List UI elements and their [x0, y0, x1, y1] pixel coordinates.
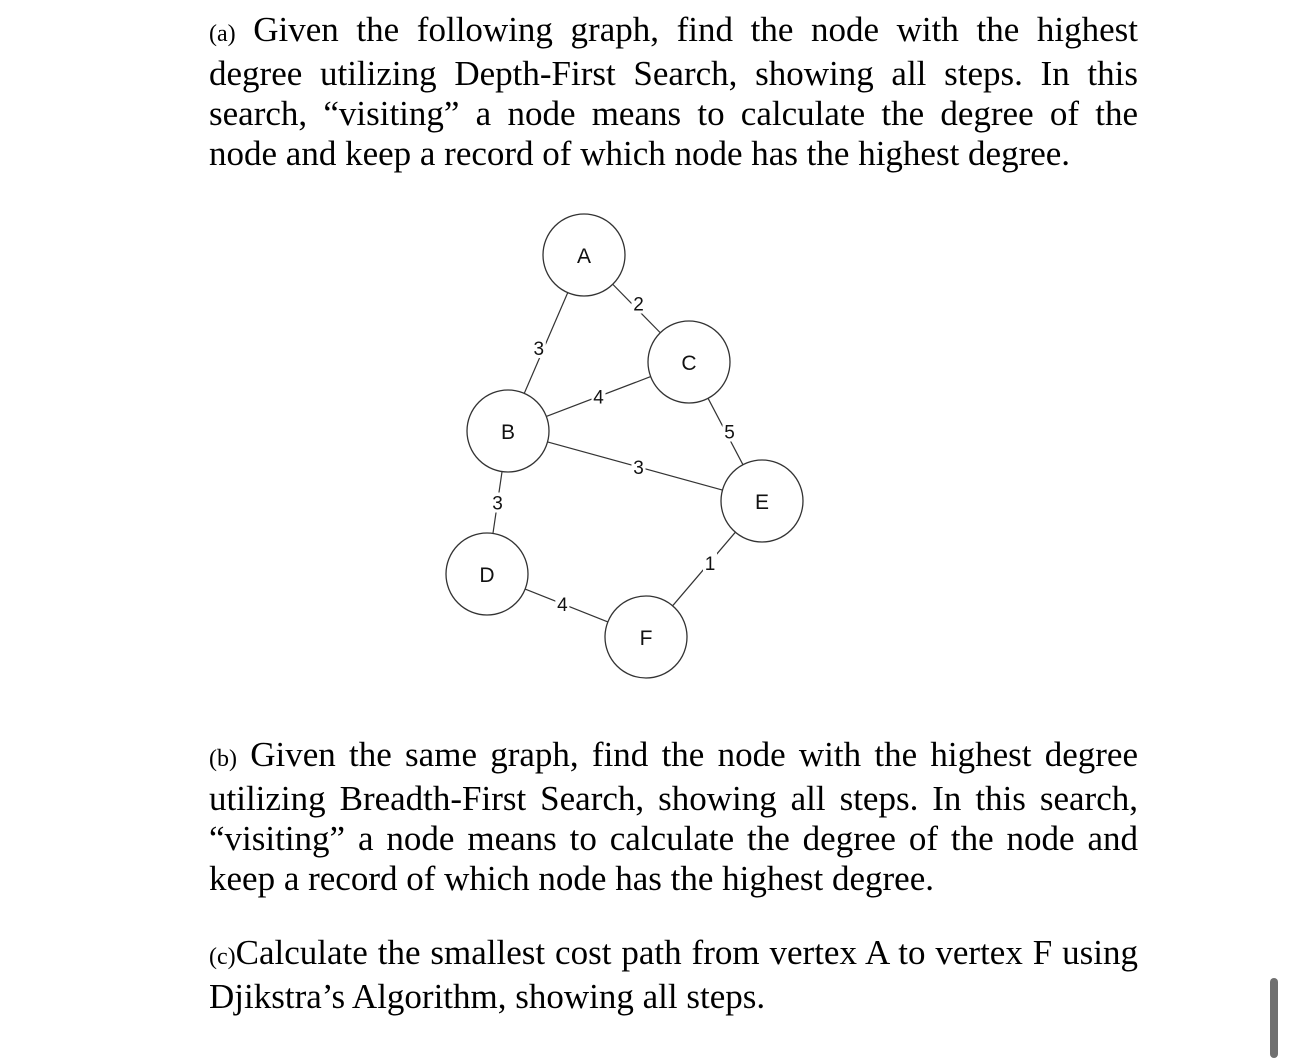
question-part-a — [209, 10, 1138, 174]
edge-weight-c-e: 5 — [724, 422, 735, 444]
question-part-b — [209, 735, 1138, 899]
node-label: E — [754, 491, 770, 514]
node-a — [543, 214, 625, 296]
node-label: F — [639, 627, 653, 650]
scrollbar-thumb[interactable] — [1270, 978, 1278, 1058]
node-label: B — [500, 421, 516, 444]
node-e — [721, 460, 803, 542]
edge-weight-e-f: 1 — [704, 554, 716, 575]
part-b-text: Given the same graph, find the node with the highest degree utilizing Breadth-First Search, showing all steps. In this search, “visiting” a node means to calculate the degree of the node and keep a record of which node has the highest degree. — [209, 735, 1139, 898]
edge-weight-a-f: 2 — [633, 294, 644, 316]
part-b-tag: (b) — [209, 746, 237, 772]
node-label: A — [576, 245, 592, 268]
edge-a-b — [524, 293, 567, 394]
question-part-c — [209, 933, 1138, 1017]
part-a-tag: (a) — [209, 21, 236, 47]
edge-weight-b-c: 4 — [593, 387, 604, 409]
edge-weight-d-f: 4 — [557, 594, 568, 616]
weighted-graph-diagram — [440, 205, 820, 685]
part-a-text: Given the following graph, find the node with the highest degree utilizing Depth-First Search, showing all steps. In this search, “visiting” a node means to calculate the degree of the node and keep a record of which node has the highest degree. — [209, 10, 1138, 173]
node-c — [648, 321, 730, 403]
edge-weight-b-d: 3 — [492, 493, 503, 515]
edge-weight-a-b: 3 — [533, 339, 545, 361]
node-f — [605, 596, 687, 678]
node-b — [467, 390, 549, 472]
node-label: D — [479, 564, 495, 587]
part-c-tag: (c) — [209, 944, 236, 970]
part-c-text: Calculate the smallest cost path from vertex A to vertex F using Djikstra’s Algorithm, showing all steps. — [209, 933, 1138, 1016]
node-label: C — [681, 352, 697, 375]
node-d — [446, 533, 528, 615]
edge-weight-b-e: 3 — [633, 457, 644, 479]
